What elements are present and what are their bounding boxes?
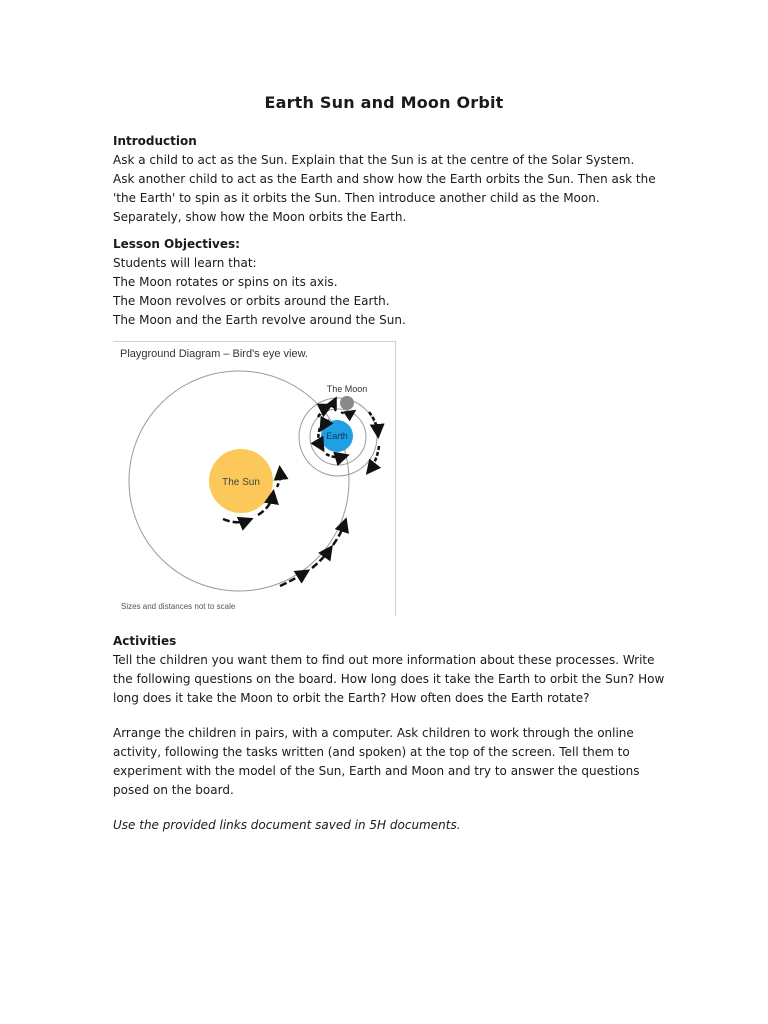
sun-spin-arrow bbox=[277, 470, 280, 487]
diagram-note: Sizes and distances not to scale bbox=[121, 602, 236, 611]
activity-line: long does it take the Moon to orbit the Earth? How often does the Earth rotate? bbox=[113, 691, 590, 705]
earth-orbit-arrow bbox=[312, 549, 330, 568]
activity-line: the following questions on the board. How long does it take the Earth to orbit the Sun? How bbox=[113, 672, 665, 686]
intro-line: 'the Earth' to spin as it orbits the Sun. Then introduce another child as the Moon. bbox=[113, 191, 600, 205]
activity-line: Arrange the children in pairs, with a computer. Ask children to work through the online bbox=[113, 726, 634, 740]
objective-line: Students will learn that: bbox=[113, 256, 257, 270]
intro-line: Ask a child to act as the Sun. Explain that the Sun is at the centre of the Solar System. bbox=[113, 153, 635, 167]
earth-orbit-arrow bbox=[333, 522, 345, 545]
activities-heading: Activities bbox=[113, 634, 177, 648]
objective-line: The Moon rotates or spins on its axis. bbox=[113, 275, 338, 289]
introduction-section bbox=[113, 132, 668, 227]
objective-line: The Moon revolves or orbits around the Earth. bbox=[113, 294, 390, 308]
moon-orbit-arrow bbox=[369, 412, 378, 434]
earth-orbit-arrow bbox=[280, 572, 306, 586]
moon-label: The Moon bbox=[326, 384, 368, 394]
objectives-heading: Lesson Objectives: bbox=[113, 237, 240, 251]
diagram-title: Playground Diagram – Bird's eye view. bbox=[120, 348, 308, 360]
orbit-diagram bbox=[113, 341, 396, 616]
activity-line: experiment with the model of the Sun, Earth and Moon and try to answer the questions bbox=[113, 764, 640, 778]
intro-line: Ask another child to act as the Earth and show how the Earth orbits the Sun. Then ask the bbox=[113, 172, 656, 186]
activities-note: Use the provided links document saved in 5H documents. bbox=[113, 818, 461, 832]
activity-line: activity, following the tasks written (and spoken) at the top of the screen. Tell them to bbox=[113, 745, 630, 759]
sun-label: The Sun bbox=[222, 477, 260, 488]
sun-spin-arrow bbox=[223, 519, 249, 522]
objective-line: The Moon and the Earth revolve around the Sun. bbox=[113, 313, 406, 327]
moon bbox=[340, 396, 354, 410]
introduction-heading: Introduction bbox=[113, 134, 197, 148]
earth-spin-arrow bbox=[326, 454, 345, 457]
intro-line: Separately, show how the Moon orbits the Earth. bbox=[113, 210, 407, 224]
activity-line: Tell the children you want them to find out more information about these processes. Write bbox=[113, 653, 655, 667]
moon-spin-arrow bbox=[334, 400, 336, 411]
orbit-diagram-svg bbox=[113, 342, 395, 616]
objectives-section bbox=[113, 235, 668, 330]
activity-line: posed on the board. bbox=[113, 783, 234, 797]
moon-spin-arrow bbox=[341, 412, 353, 414]
activities-section bbox=[113, 632, 668, 835]
page-title: Earth Sun and Moon Orbit bbox=[264, 93, 504, 112]
earth-label: Earth bbox=[326, 431, 348, 441]
